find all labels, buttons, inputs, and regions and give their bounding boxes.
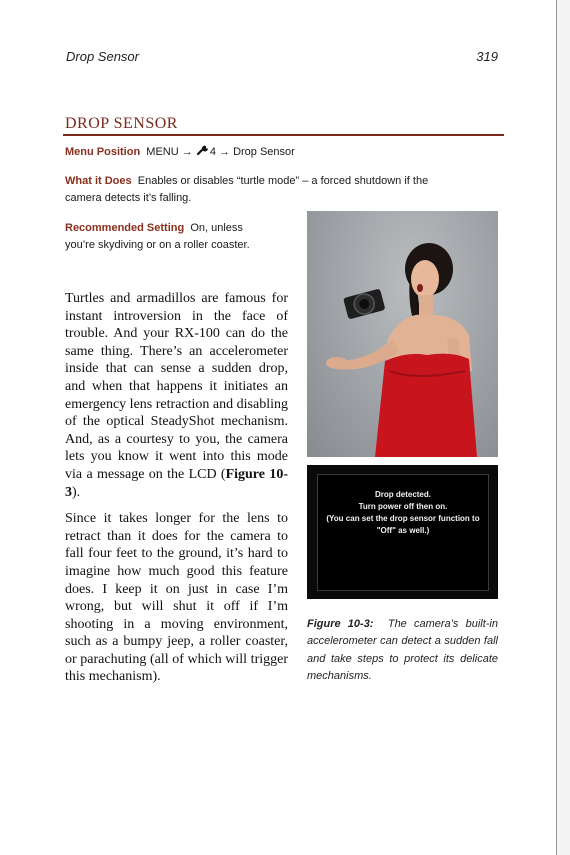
lcd-line-3: (You can set the drop sensor function to "Off" as well.)	[326, 514, 480, 535]
lcd-frame	[317, 474, 489, 591]
figure-photo-woman-dropping-camera	[307, 211, 498, 457]
recommended-setting-line2: you’re skydiving or on a roller coaster.	[65, 239, 250, 251]
lcd-line-2: Turn power off then on.	[358, 502, 448, 511]
what-it-does-line2: camera detects it’s falling.	[65, 192, 192, 204]
what-it-does-label: What it Does	[65, 175, 132, 187]
recommended-setting-block	[65, 220, 305, 254]
body-paragraph-2: Since it takes longer for the lens to retract than it does for the camera to fall four feet to the ground, it’s hard to imagine how much good this feature does. I keep it on just in case I’m wrong, but will shut it off if I’m shooting in a moving environment, such as a bumpy jeep, a roller coaster, or parachuting (all of which will trigger this mechanism).	[65, 511, 288, 685]
body-text	[65, 290, 288, 695]
photo-illustration	[307, 211, 498, 457]
figure-caption	[307, 616, 498, 686]
section-divider	[63, 134, 504, 136]
menu-position-label: Menu Position	[65, 146, 141, 158]
what-it-does-line1: Enables or disables “turtle mode” – a forced shutdown if the	[137, 175, 429, 187]
page-number: 319	[476, 49, 498, 64]
figure-lcd-screen	[307, 465, 498, 599]
section-title: DROP SENSOR	[65, 115, 178, 132]
recommended-setting-line1: On, unless	[190, 222, 243, 234]
arrow-right-icon: →	[181, 146, 193, 158]
figure-caption-label: Figure 10-3:	[307, 618, 374, 630]
body-paragraph-1-text: Turtles and armadillos are famous for instant introversion in the face of trouble. And your RX-100 can do the same thing. There’s an accelerometer inside that can sense a sudden drop, and when that happens it initiates an emergency lens retraction and disabling of the optical SteadyShot mechanism. And, as a courtesy to you, the camera lets you know it went into this mode via a message on the LCD (	[65, 291, 288, 482]
recommended-setting-label: Recommended Setting	[65, 222, 185, 234]
lcd-line-1: Drop detected.	[374, 490, 431, 499]
wrench-icon	[196, 144, 210, 156]
page-margin-shade	[557, 0, 570, 855]
menu-path-item: Drop Sensor	[233, 146, 295, 158]
menu-path-root: MENU	[146, 146, 179, 158]
menu-path-tab: 4	[209, 146, 216, 158]
figure-caption-text: The camera’s built-in accelerometer can detect a sudden fall and take steps to protect its delicate mechanisms.	[307, 618, 498, 683]
figure-reference: Figure 10-3	[65, 466, 288, 500]
menu-position-line	[65, 144, 295, 161]
arrow-right-icon: →	[219, 146, 230, 158]
running-header-title: Drop Sensor	[66, 49, 139, 64]
body-paragraph	[65, 290, 288, 501]
what-it-does-block	[65, 173, 485, 207]
lcd-message	[318, 489, 488, 537]
body-paragraph-1-end: ).	[72, 484, 81, 500]
